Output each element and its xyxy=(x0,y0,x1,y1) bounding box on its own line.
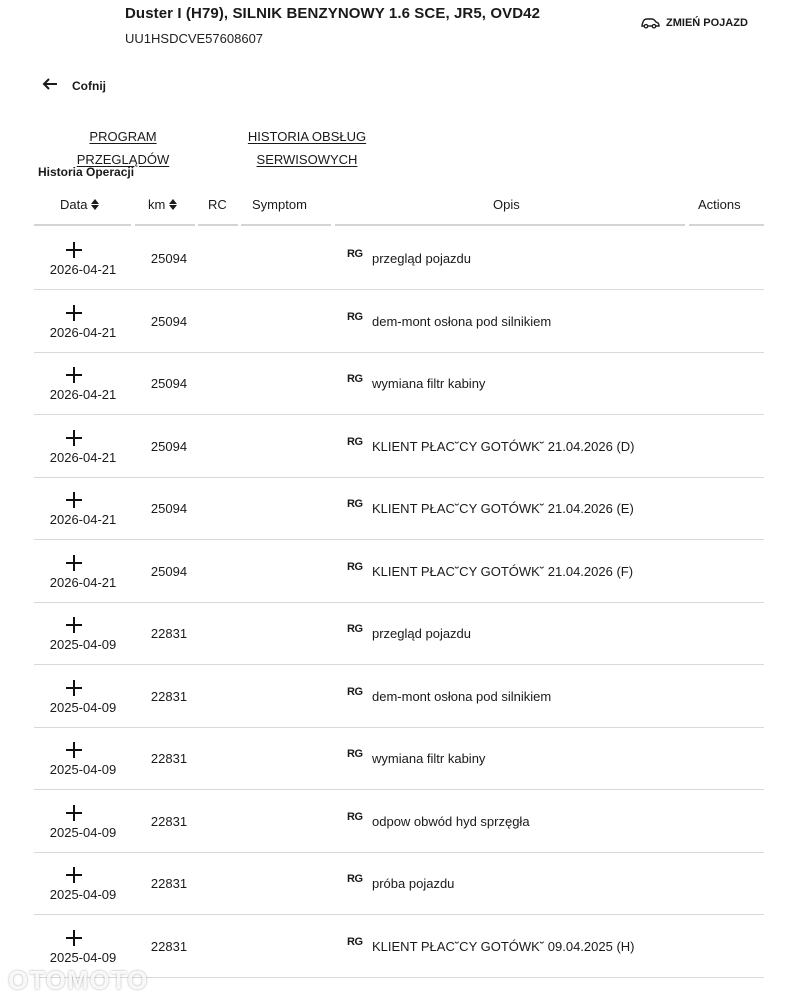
expand-row-button[interactable] xyxy=(64,428,84,448)
change-vehicle-label: ZMIEŃ POJAZD xyxy=(666,17,748,29)
table-row xyxy=(34,602,764,665)
row-date: 2026-04-21 xyxy=(49,512,117,527)
row-description: wymiana filtr kabiny xyxy=(372,751,486,766)
rg-badge: RG xyxy=(347,623,363,635)
row-km: 22831 xyxy=(150,688,188,704)
row-description: KLIENT PŁAC˘CY GOTÓWK˘ 09.04.2025 (H) xyxy=(372,938,635,954)
row-date: 2025-04-09 xyxy=(49,824,117,840)
expand-row-button[interactable] xyxy=(64,553,84,573)
rg-badge: RG xyxy=(347,310,363,323)
row-km: 22831 xyxy=(150,751,188,766)
table-row xyxy=(34,290,764,353)
tab-program-line1: PROGRAM xyxy=(89,129,157,144)
row-km: 25094 xyxy=(150,501,188,516)
tab-program-line2: PRZEGLĄDÓW xyxy=(76,152,170,167)
row-km: 25094 xyxy=(150,313,188,329)
row-date: 2026-04-21 xyxy=(49,574,117,590)
tab-history-line2: SERWISOWYCH xyxy=(256,152,358,167)
row-date: 2026-04-21 xyxy=(49,324,117,340)
rg-badge: RG xyxy=(347,873,363,885)
sort-icon xyxy=(169,199,177,210)
table-row xyxy=(34,790,764,853)
expand-row-button[interactable] xyxy=(64,740,84,760)
row-description: KLIENT PŁAC˘CY GOTÓWK˘ 21.04.2026 (D) xyxy=(372,438,635,454)
vin-number: UU1HSDCVE57608607 xyxy=(125,31,264,46)
row-description: KLIENT PŁAC˘CY GOTÓWK˘ 21.04.2026 (E) xyxy=(372,501,634,516)
expand-row-button[interactable] xyxy=(64,928,84,948)
column-symptom-label: Symptom xyxy=(252,197,307,212)
expand-row-button[interactable] xyxy=(64,678,84,698)
row-date: 2026-04-21 xyxy=(49,262,117,277)
table-row xyxy=(34,852,764,915)
expand-row-button[interactable] xyxy=(64,240,84,260)
row-km: 25094 xyxy=(150,438,188,454)
header-divider xyxy=(34,224,131,226)
rg-badge: RG xyxy=(347,373,363,385)
otomoto-watermark: OTOMOTO xyxy=(8,965,149,995)
back-label: Cofnij xyxy=(72,78,106,93)
column-header-rc xyxy=(208,197,227,212)
row-description: KLIENT PŁAC˘CY GOTÓWK˘ 21.04.2026 (F) xyxy=(372,563,634,579)
row-km: 25094 xyxy=(150,563,188,579)
table-row xyxy=(34,352,764,415)
section-title: Historia Operacji xyxy=(38,165,135,179)
row-date: 2026-04-21 xyxy=(49,387,117,402)
row-description: przegląd pojazdu xyxy=(372,626,472,641)
tab-historia-obslug[interactable] xyxy=(230,125,384,171)
table-row xyxy=(34,477,764,540)
table-row xyxy=(34,227,764,290)
column-header-opis xyxy=(493,197,520,212)
row-description: wymiana filtr kabiny xyxy=(372,376,486,391)
column-header-symptom xyxy=(252,197,307,212)
arrow-left-icon xyxy=(42,78,58,93)
header-divider xyxy=(335,224,685,226)
column-rc-label: RC xyxy=(208,197,227,212)
row-km: 25094 xyxy=(150,376,188,391)
expand-row-button[interactable] xyxy=(64,615,84,635)
table-row xyxy=(34,540,764,603)
column-actions-label: Actions xyxy=(698,197,741,212)
expand-row-button[interactable] xyxy=(64,803,84,823)
rg-badge: RG xyxy=(347,560,363,573)
expand-row-button[interactable] xyxy=(64,490,84,510)
car-icon xyxy=(640,17,660,29)
table-row xyxy=(34,665,764,728)
column-km-label: km xyxy=(148,197,166,212)
header-divider xyxy=(241,224,331,226)
row-km: 22831 xyxy=(150,813,188,829)
column-date-label: Data xyxy=(60,197,88,212)
rg-badge: RG xyxy=(347,935,363,948)
row-date: 2025-04-09 xyxy=(49,699,117,715)
row-description: dem-mont osłona pod silnikiem xyxy=(372,313,552,329)
rg-badge: RG xyxy=(347,248,363,260)
expand-row-button[interactable] xyxy=(64,365,84,385)
column-opis-label: Opis xyxy=(493,197,520,212)
sort-icon xyxy=(91,199,99,210)
rg-badge: RG xyxy=(347,748,363,760)
row-date: 2025-04-09 xyxy=(49,762,117,777)
row-description: odpow obwód hyd sprzęgła xyxy=(372,813,530,829)
change-vehicle-button[interactable] xyxy=(640,17,748,29)
row-km: 25094 xyxy=(150,251,188,266)
column-header-actions xyxy=(698,197,741,212)
rg-badge: RG xyxy=(347,685,363,698)
vehicle-title: Duster I (H79), SILNIK BENZYNOWY 1.6 SCE, JR5, OVD42 xyxy=(125,5,541,22)
column-header-km[interactable] xyxy=(148,197,177,212)
row-date: 2025-04-09 xyxy=(49,949,117,965)
rg-badge: RG xyxy=(347,810,363,823)
row-description: dem-mont osłona pod silnikiem xyxy=(372,688,552,704)
rg-badge: RG xyxy=(347,498,363,510)
table-row xyxy=(34,415,764,478)
rg-badge: RG xyxy=(347,435,363,448)
row-description: próba pojazdu xyxy=(372,876,455,891)
row-description: przegląd pojazdu xyxy=(372,251,472,266)
header-divider xyxy=(198,224,238,226)
row-date: 2025-04-09 xyxy=(49,637,117,652)
back-button[interactable] xyxy=(42,78,106,93)
tab-history-line1: HISTORIA OBSŁUG xyxy=(247,129,367,144)
row-km: 22831 xyxy=(150,876,188,891)
column-header-date[interactable] xyxy=(60,197,99,212)
header-divider xyxy=(135,224,195,226)
expand-row-button[interactable] xyxy=(64,303,84,323)
expand-row-button[interactable] xyxy=(64,865,84,885)
row-date: 2025-04-09 xyxy=(49,887,117,902)
table-header xyxy=(0,195,800,217)
header-divider xyxy=(689,224,764,226)
table-row xyxy=(34,727,764,790)
row-km: 22831 xyxy=(150,626,188,641)
row-date: 2026-04-21 xyxy=(49,449,117,465)
row-km: 22831 xyxy=(150,938,188,954)
